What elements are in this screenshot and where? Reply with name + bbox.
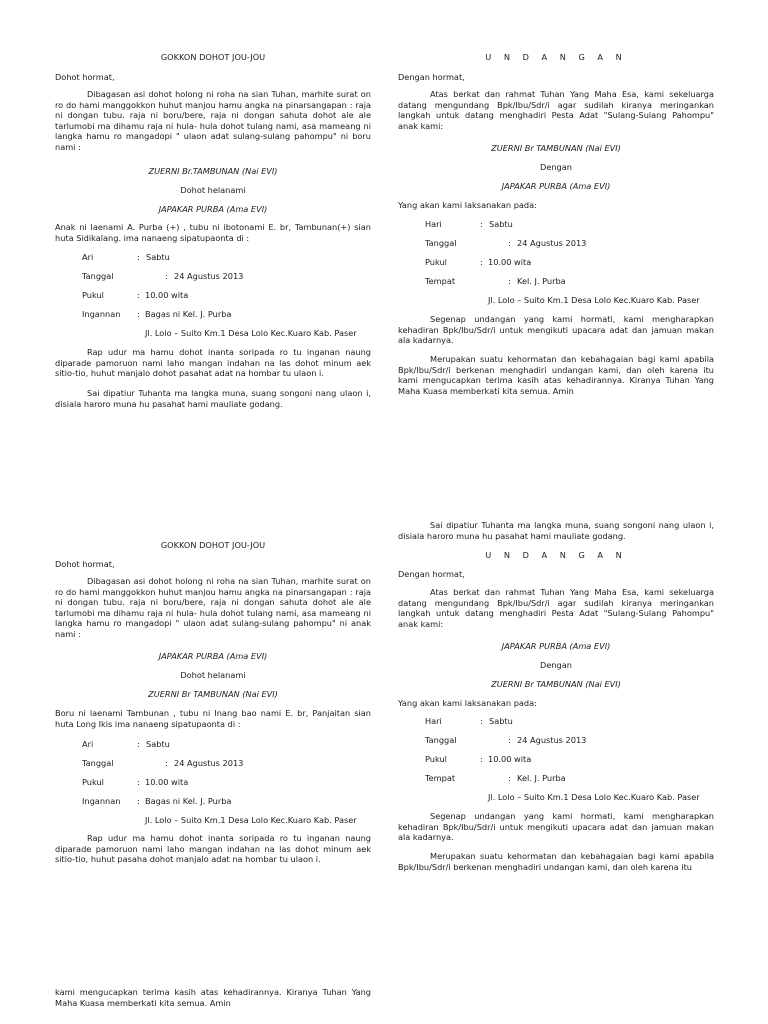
detail-value: Kel. J. Purba [517, 276, 566, 286]
batak-intro: Dibagasan asi dohot holong ni roha na sian Tuhan, marhite surat on ro do hami manggokkon huhut manjou hamu angka na pinarsangapan : raja ni dongan tubu. raja ni boru/bere, raja ni dongan sahuta dohot ale ale tarlumobi ma dihamu raja ni hula- hula dohot tulang nami, asa mameang ni langka hamu ro mangadopi " ulaon adat sulang-sulang pahompu" ni anak nami : [55, 576, 371, 639]
detail-value: 10.00 wita [488, 257, 532, 267]
indo-intro: Atas berkat dan rahmat Tuhan Yang Maha Esa, kami sekeluarga datang mengundang Bpk/Ibu/Sdr/i agar sudilah kiranya meringankan langkah untuk datang menghadiri Pesta Adat "Sulang-Sulang Pahompu" anak kami: [398, 587, 714, 629]
detail-label: Pukul [425, 257, 447, 267]
detail-value: Sabtu [146, 739, 170, 749]
address: Jl. Lolo – Suito Km.1 Desa Lolo Kec.Kuaro Kab. Paser [145, 815, 357, 825]
detail-value: 24 Agustus 2013 [517, 238, 587, 248]
connector: Dengan [540, 660, 572, 670]
batak-title: GOKKON DOHOT JOU-JOU [160, 52, 266, 62]
detail-label: Ari [82, 739, 94, 749]
detail-label: Hari [425, 219, 442, 229]
batak-title: GOKKON DOHOT JOU-JOU [160, 540, 266, 550]
detail-label: Tanggal [425, 238, 457, 248]
indo-greeting: Dengan hormat, [398, 569, 465, 579]
detail-value: Sabtu [146, 252, 170, 262]
detail-value: 24 Agustus 2013 [174, 271, 244, 281]
indo-invitation-2: Sai dipatiur Tuhanta ma langka muna, suang songoni nang ulaon i, disiala haroro muna hu pasahat hami mauliate godang. U N D A N G A N Dengan hormat, Atas berkat dan rahmat Tuhan Yang Maha Esa, kami sekeluarga datang mengundang Bpk/Ibu/Sdr/i agar sudilah kiranya meringankan langkah untuk datang menghadiri Pesta Adat "Sulang-Sulang Pahompu" anak kami: JAPAKAR PURBA (Ama EVI) Dengan ZUERNI Br TAMBUNAN (Nai EVI) Yang akan kami laksanakan pada: Hari : Sabtu Tanggal : 24 Agustus 2013 Pukul : 10.00 wita Tempat : Kel. J. Purba Jl. Lolo – Suito Km.1 Desa Lolo Kec.Kuaro Kab. Paser Segenap undangan yang kami hormati, kami mengharapkan kehadiran Bpk/Ibu/Sdr/i untuk mengikuti upacara adat dan jamuan makan ala kadarnya. Merupakan suatu kehormatan dan kebahagaian bagi kami apabila Bpk/Ibu/Sdr/i berkenan menghadiri undangan kami, dan oleh karena itu [398, 520, 714, 872]
indo-para-1: Segenap undangan yang kami hormati, kami mengharapkan kehadiran Bpk/Ibu/Sdr/i untuk mengikuti upacara adat dan jamuan makan ala kadarnya. [398, 811, 714, 843]
connector: Dohot helanami [180, 670, 246, 680]
batak-parents: Boru ni laenami Tambunan , tubu ni Inang bao nami E. br, Panjaitan sian huta Long Ikis ima nanaeng sipatupaonta di : [55, 708, 371, 729]
batak-closing: Rap udur ma hamu dohot inanta soripada ro tu inganan naung diparade pamoruon nami laho mangan indahan na las dohot minum aek sitio-tio, huhut manjalo dohot pasahat adat na hombar tu ulaon i. [55, 347, 371, 379]
detail-label: Ari [82, 252, 94, 262]
name-female: ZUERNI Br.TAMBUNAN (Nai EVI) [148, 166, 278, 176]
name-male: JAPAKAR PURBA (Ama EVI) [501, 181, 611, 191]
detail-label: Pukul [82, 777, 104, 787]
detail-label: Tanggal [82, 271, 114, 281]
indo-title: U N D A N G A N [485, 52, 627, 62]
batak-invitation-1: GOKKON DOHOT JOU-JOU Dohot hormat, Dibagasan asi dohot holong ni roha na sian Tuhan, marhite surat on ro do hami manggokkon huhut manjou hamu angka na pinarsangapan : raja ni dongan tubu. raja ni boru/bere, raja ni dongan sahuta dohot ale ale tarlumobi ma dihamu raja ni hula- hula dohot tulang nami, asa mameang ni langka hamu ro mangadopi " ulaon adat sulang-sulang pahompu" ni boru nami : ZUERNI Br.TAMBUNAN (Nai EVI) Dohot helanami JAPAKAR PURBA (Ama EVI) Anak ni laenami A. Purba (+) , tubu ni ibotonami E. br, Tambunan(+) sian huta Sidikalang. ima nanaeng sipatupaonta di : Ari : Sabtu Tanggal : 24 Agustus 2013 Pukul : 10.00 wita Ingannan : Bagas ni Kel. J. Purba Jl. Lolo – Suito Km.1 Desa Lolo Kec.Kuaro Kab. Paser Rap udur ma hamu dohot inanta soripada ro tu inganan naung diparade pamoruon nami laho mangan indahan na las dohot minum aek sitio-tio, huhut manjalo dohot pasahat adat na hombar tu ulaon i. Sai dipatiur Tuhanta ma langka muna, suang songoni nang ulaon i, disiala haroro muna hu pasahat hami mauliate godang. [55, 52, 371, 409]
detail-label: Pukul [425, 754, 447, 764]
name-female: ZUERNI Br TAMBUNAN (Nai EVI) [148, 689, 278, 699]
indo-intro: Atas berkat dan rahmat Tuhan Yang Maha Esa, kami sekeluarga datang mengundang Bpk/Ibu/Sdr/i agar sudilah kiranya meringankan langkah untuk datang menghadiri Pesta Adat "Sulang-Sulang Pahompu" anak kami: [398, 89, 714, 131]
connector: Dengan [540, 162, 572, 172]
detail-label: Ingannan [82, 309, 121, 319]
batak-invitation-2: GOKKON DOHOT JOU-JOU Dohot hormat, Dibagasan asi dohot holong ni roha na sian Tuhan, marhite surat on ro do hami manggokkon huhut manjou hamu angka na pinarsangapan : raja ni dongan tubu. raja ni boru/bere, raja ni dongan sahuta dohot ale ale tarlumobi ma dihamu raja ni hula- hula dohot tulang nami, asa mameang ni langka hamu ro mangadopi " ulaon adat sulang-sulang pahompu" ni anak nami : JAPAKAR PURBA (Ama EVI) Dohot helanami ZUERNI Br TAMBUNAN (Nai EVI) Boru ni laenami Tambunan , tubu ni Inang bao nami E. br, Panjaitan sian huta Long Ikis ima nanaeng sipatupaonta di : Ari : Sabtu Tanggal : 24 Agustus 2013 Pukul : 10.00 wita Ingannan : Bagas ni Kel. J. Purba Jl. Lolo – Suito Km.1 Desa Lolo Kec.Kuaro Kab. Paser Rap udur ma hamu dohot inanta soripada ro tu inganan naung diparade pamoruon nami laho mangan indahan na las dohot minum aek sitio-tio, huhut pasaha dohot manjalo adat na hombar tu ulaon i. kami mengucapkan terima kasih atas kehadirannya. Kiranya Tuhan Yang Maha Kuasa memberkati kita semua. Amin [55, 540, 371, 1008]
indo-held: Yang akan kami laksanakan pada: [398, 698, 537, 708]
detail-value: 24 Agustus 2013 [517, 735, 587, 745]
batak-blessing: Sai dipatiur Tuhanta ma langka muna, suang songoni nang ulaon i, disiala haroro muna hu pasahat hami mauliate godang. [55, 388, 371, 409]
batak-greeting: Dohot hormat, [55, 72, 115, 82]
indo-para-1: Segenap undangan yang kami hormati, kami mengharapkan kehadiran Bpk/Ibu/Sdr/i untuk mengikuti upacara adat dan jamuan makan ala kadarnya. [398, 314, 714, 346]
detail-value: Kel. J. Purba [517, 773, 566, 783]
batak-blessing: Sai dipatiur Tuhanta ma langka muna, suang songoni nang ulaon i, disiala haroro muna hu pasahat hami mauliate godang. [398, 520, 714, 541]
indo-greeting: Dengan hormat, [398, 72, 465, 82]
detail-label: Pukul [82, 290, 104, 300]
detail-value: 10.00 wita [488, 754, 532, 764]
detail-value: Bagas ni Kel. J. Purba [145, 796, 232, 806]
connector: Dohot helanami [180, 185, 246, 195]
indo-invitation-1: U N D A N G A N Dengan hormat, Atas berkat dan rahmat Tuhan Yang Maha Esa, kami sekeluarga datang mengundang Bpk/Ibu/Sdr/i agar sudilah kiranya meringankan langkah untuk datang menghadiri Pesta Adat "Sulang-Sulang Pahompu" anak kami: ZUERNI Br TAMBUNAN (Nai EVI) Dengan JAPAKAR PURBA (Ama EVI) Yang akan kami laksanakan pada: Hari : Sabtu Tanggal : 24 Agustus 2013 Pukul : 10.00 wita Tempat : Kel. J. Purba Jl. Lolo – Suito Km.1 Desa Lolo Kec.Kuaro Kab. Paser Segenap undangan yang kami hormati, kami mengharapkan kehadiran Bpk/Ibu/Sdr/i untuk mengikuti upacara adat dan jamuan makan ala kadarnya. Merupakan suatu kehormatan dan kebahagaian bagi kami apabila Bpk/Ibu/Sdr/i berkenan menghadiri undangan kami, dan oleh karena itu kami mengucapkan terima kasih atas kehadirannya. Kiranya Tuhan Yang Maha Kuasa memberkati kita semua. Amin [398, 52, 714, 396]
name-female: ZUERNI Br TAMBUNAN (Nai EVI) [491, 143, 621, 153]
detail-value: Sabtu [489, 716, 513, 726]
address: Jl. Lolo – Suito Km.1 Desa Lolo Kec.Kuaro Kab. Paser [488, 295, 700, 305]
batak-parents: Anak ni laenami A. Purba (+) , tubu ni ibotonami E. br, Tambunan(+) sian huta Sidikalang. ima nanaeng sipatupaonta di : [55, 222, 371, 243]
indo-continued: kami mengucapkan terima kasih atas kehadirannya. Kiranya Tuhan Yang Maha Kuasa memberkati kita semua. Amin [55, 987, 371, 1008]
detail-value: 10.00 wita [145, 290, 189, 300]
detail-label: Hari [425, 716, 442, 726]
batak-closing: Rap udur ma hamu dohot inanta soripada ro tu inganan naung diparade pamoruon nami laho mangan indahan na las dohot minum aek sitio-tio, huhut pasaha dohot manjalo adat na hombar tu ulaon i. [55, 833, 371, 865]
indo-title: U N D A N G A N [485, 550, 627, 560]
detail-value: Bagas ni Kel. J. Purba [145, 309, 232, 319]
detail-label: Tanggal [425, 735, 457, 745]
indo-para-2-cut: Merupakan suatu kehormatan dan kebahagaian bagi kami apabila Bpk/Ibu/Sdr/i berkenan menghadiri undangan kami, dan oleh karena itu [398, 851, 714, 872]
name-male: JAPAKAR PURBA (Ama EVI) [501, 641, 611, 651]
detail-value: 10.00 wita [145, 777, 189, 787]
indo-held: Yang akan kami laksanakan pada: [398, 200, 537, 210]
name-male: JAPAKAR PURBA (Ama EVI) [158, 651, 268, 661]
detail-label: Ingannan [82, 796, 121, 806]
detail-label: Tempat [425, 773, 456, 783]
detail-value: 24 Agustus 2013 [174, 758, 244, 768]
indo-para-2: Merupakan suatu kehormatan dan kebahagaian bagi kami apabila Bpk/Ibu/Sdr/i berkenan menghadiri undangan kami, dan oleh karena itu kami mengucapkan terima kasih atas kehadirannya. Kiranya Tuhan Yang Maha Kuasa memberkati kita semua. Amin [398, 354, 714, 396]
address: Jl. Lolo – Suito Km.1 Desa Lolo Kec.Kuaro Kab. Paser [488, 792, 700, 802]
name-male: JAPAKAR PURBA (Ama EVI) [158, 204, 268, 214]
batak-greeting: Dohot hormat, [55, 559, 115, 569]
batak-intro: Dibagasan asi dohot holong ni roha na sian Tuhan, marhite surat on ro do hami manggokkon huhut manjou hamu angka na pinarsangapan : raja ni dongan tubu. raja ni boru/bere, raja ni dongan sahuta dohot ale ale tarlumobi ma dihamu raja ni hula- hula dohot tulang nami, asa mameang ni langka hamu ro mangadopi " ulaon adat sulang-sulang pahompu" ni boru nami : [55, 89, 371, 152]
detail-label: Tanggal [82, 758, 114, 768]
name-female: ZUERNI Br TAMBUNAN (Nai EVI) [491, 679, 621, 689]
detail-value: Sabtu [489, 219, 513, 229]
address: Jl. Lolo – Suito Km.1 Desa Lolo Kec.Kuaro Kab. Paser [145, 328, 357, 338]
detail-label: Tempat [425, 276, 456, 286]
